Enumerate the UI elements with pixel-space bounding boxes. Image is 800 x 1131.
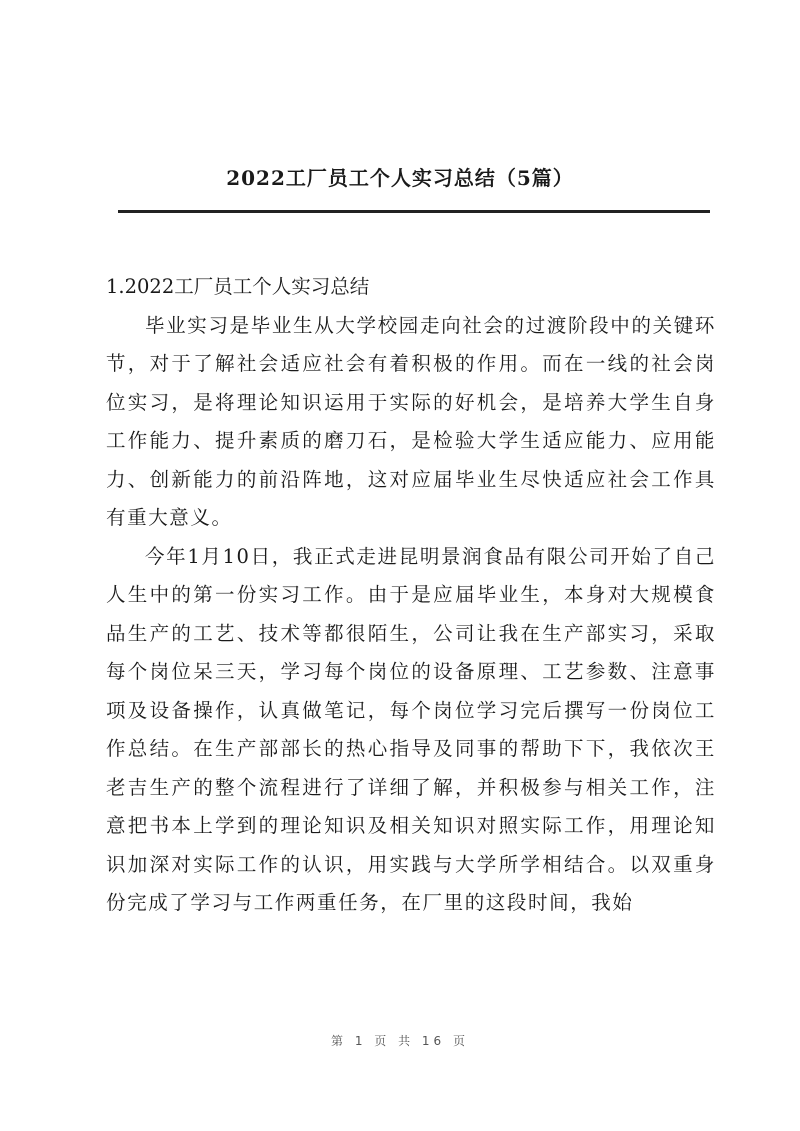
paragraph-internship: 今年1月10日，我正式走进昆明景润食品有限公司开始了自己人生中的第一份实习工作。由于是应届毕业生，本身对大规模食品生产的工艺、技术等都很陌生，公司让我在生产部实习，采取每个岗位呆三天，学习每个岗位的设备原理、工艺参数、注意事项及设备操作，认真做笔记，每个岗位学习完后撰写一份岗位工作总结。在生产部部长的热心指导及同事的帮助下下，我依次王老吉生产的整个流程进行了详细了解，并积极参与相关工作，注意把书本上学到的理论知识及相关知识对照实际工作，用理论知识加深对实际工作的认识，用实践与大学所学相结合。以双重身份完成了学习与工作两重任务，在厂里的这段时间，我始	[106, 544, 716, 914]
paragraph-intro: 毕业实习是毕业生从大学校园走向社会的过渡阶段中的关键环节，对于了解社会适应社会有着积极的作用。而在一线的社会岗位实习，是将理论知识运用于实际的好机会，是培养大学生自身工作能力、提升素质的磨刀石，是检验大学生适应能力、应用能力、创新能力的前沿阵地，这对应届毕业生尽快适应社会工作具有重大意义。	[106, 313, 716, 529]
section-heading: 1.2022工厂员工个人实习总结	[106, 275, 370, 298]
page-number-footer: 第 1 页 共 16 页	[331, 1034, 469, 1048]
document-title: 2022工厂员工个人实习总结（5篇）	[226, 166, 574, 190]
title-divider	[118, 210, 710, 213]
document-body	[106, 268, 716, 923]
